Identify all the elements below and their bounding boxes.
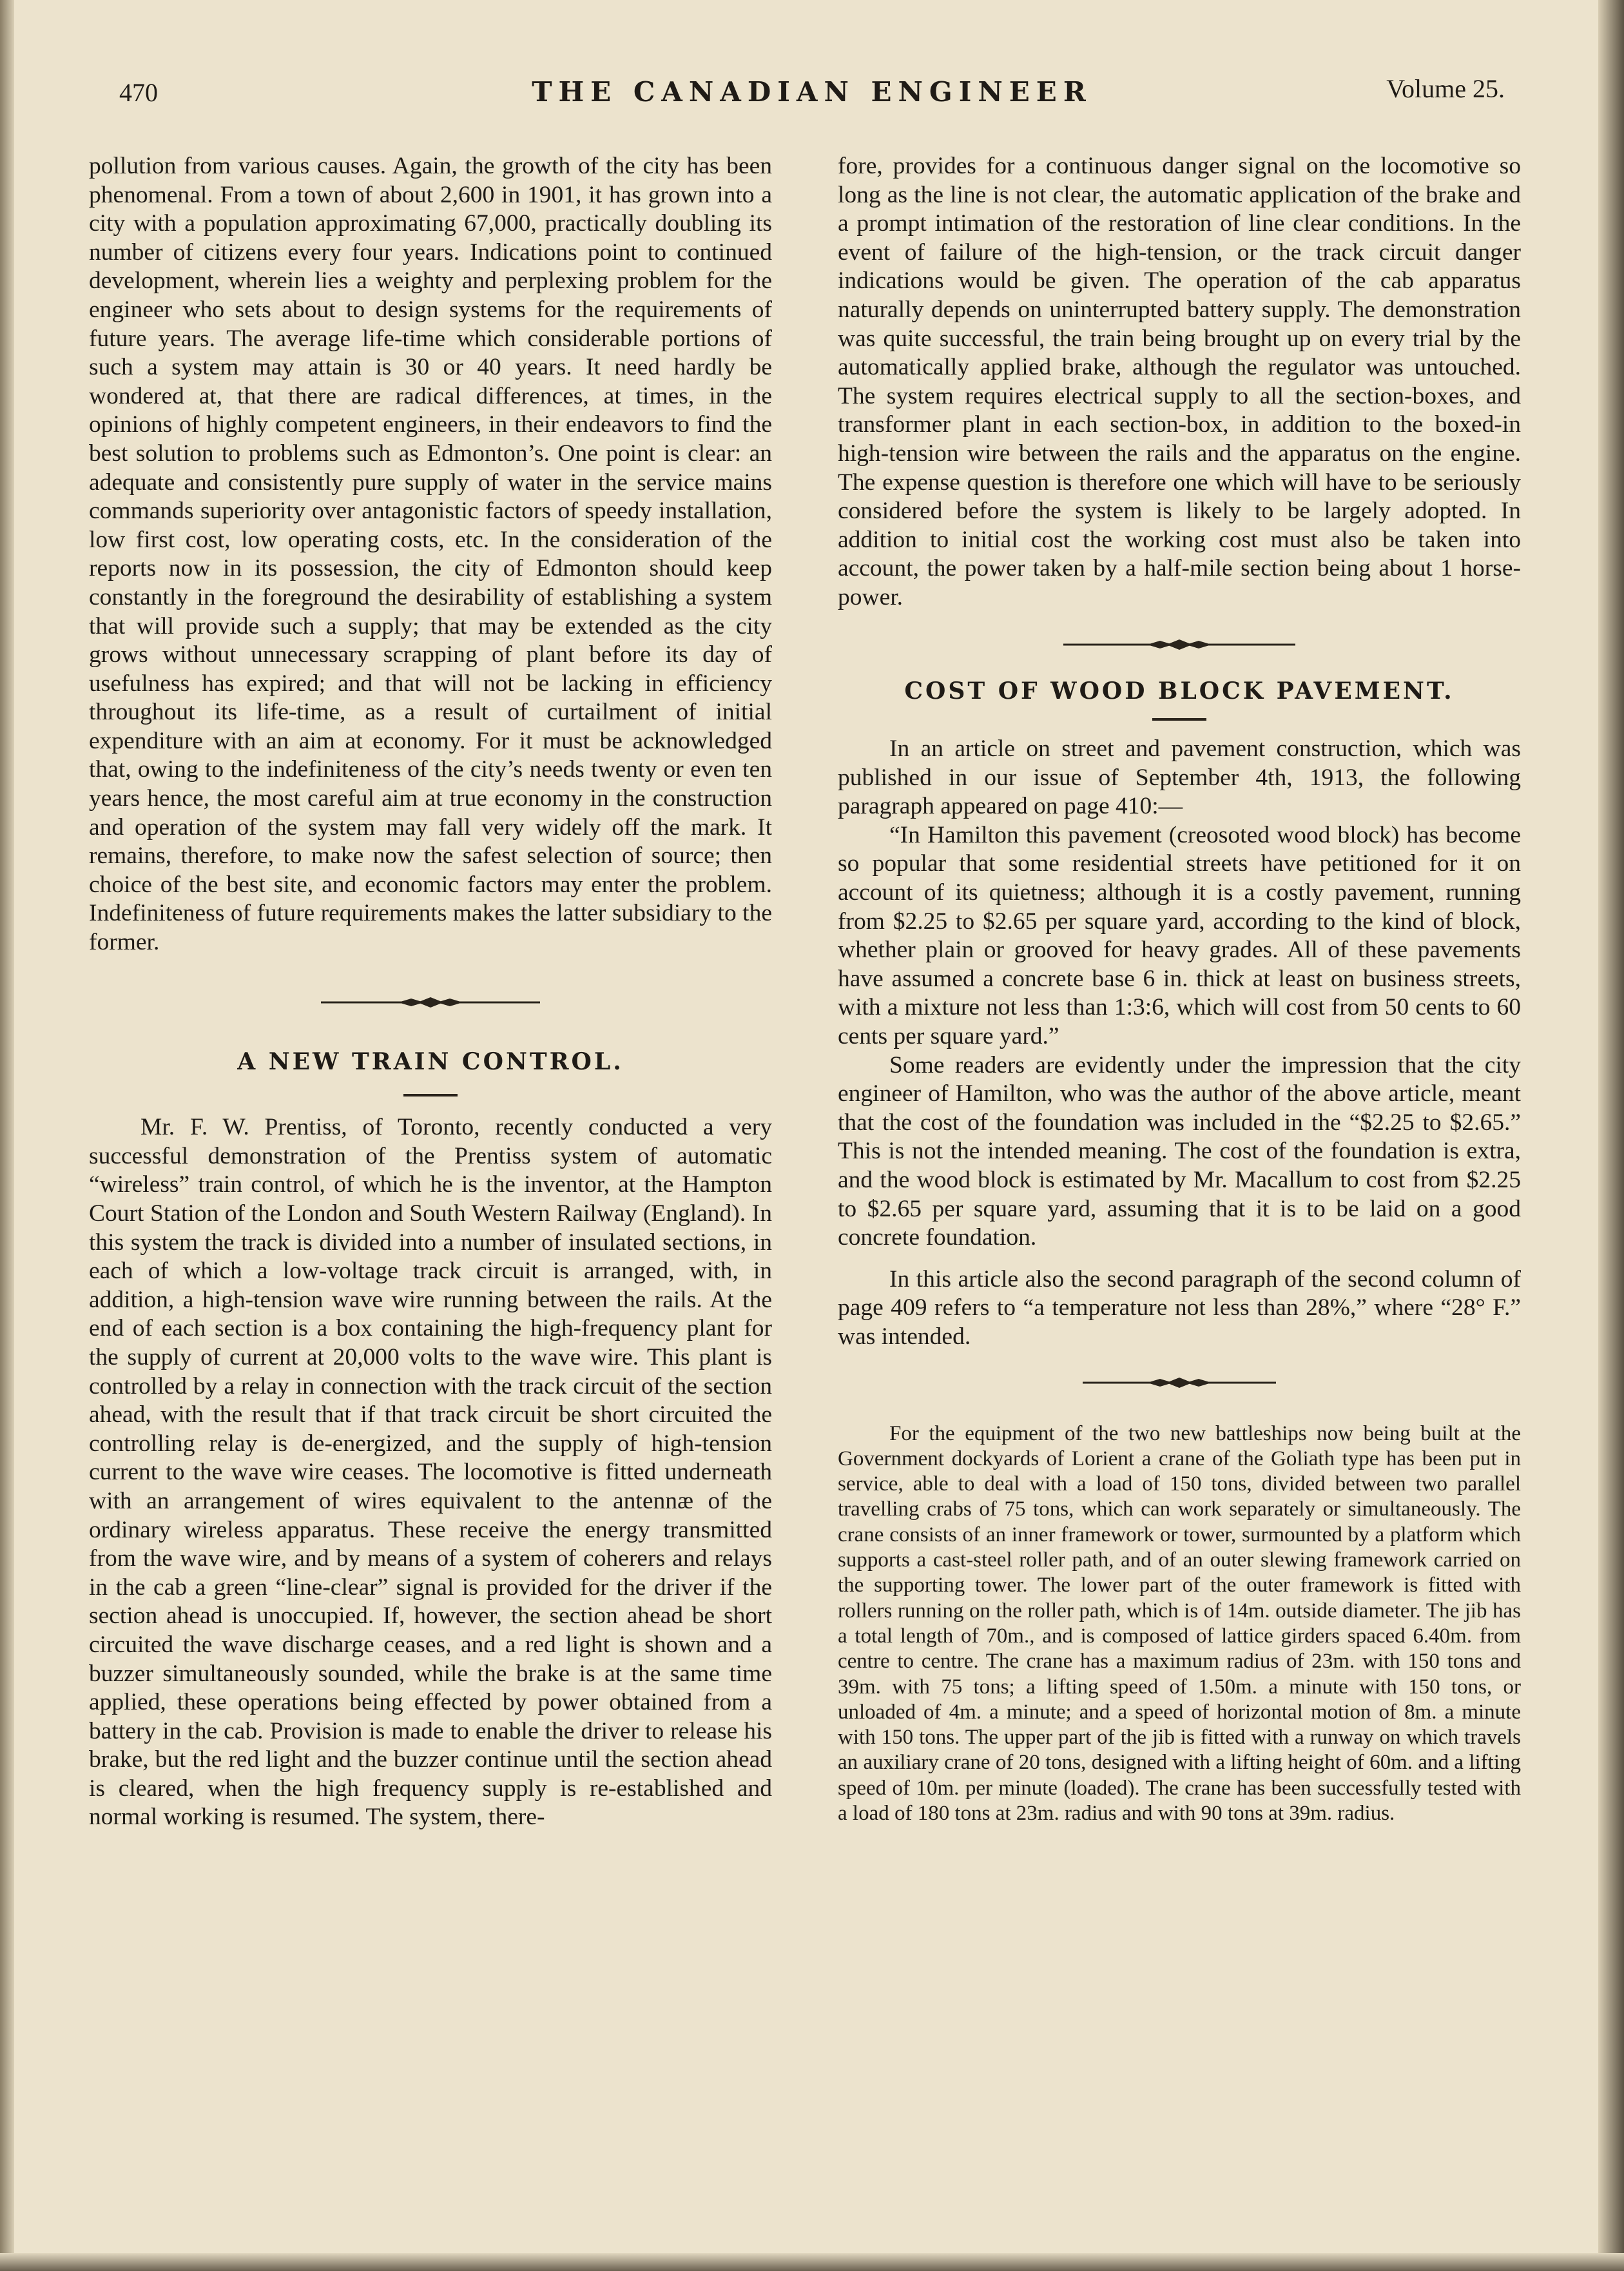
crane-note-paragraph: For the equipment of the two new battleships now being built at the Government dockyards of Lorient a crane of the Goliath type has been put in service, able to deal with a load of 150 tons, divided between two parallel travelling crabs of 75 tons, which can work separately or simultaneously. The crane consists of an inner framework or tower, surmounted by a platform which supports a cast-steel roller path, and of an outer slewing framework carried on the supporting tower. The lower part of the outer framework is fitted with rollers running on the roller path, which is of 14m. outside diameter. The jib has a total length of 70m., and is composed of lattice girders spaced 6.40m. from centre to centre. The crane has a maximum radius of 23m. with 150 tons and 39m. with 75 tons; a lifting speed of 1.50m. a minute with 150 tons, or unloaded of 4m. a minute; and a speed of horizontal motion of 8m. a minute with 150 tons. The upper part of the jib is fitted with a runway on which travels an auxiliary crane of 20 tons, designed with a lifting height of 60m. and a lifting speed of 10m. per minute (loaded). The crane has been successfully tested with a load of 180 tons at 23m. radius and with 90 tons at 39m. radius. xyxy=(838,1421,1521,1826)
page-binding-edge xyxy=(0,0,14,2271)
edmonton-paragraph: pollution from various causes. Again, the growth of the city has been phenomenal. From a town of about 2,600 in 1901, it has grown into a city with a population approximating 67,000, practically doubling its number of citizens every four years. Indications point to continued development, wherein lies a weighty and perplexing problem for the engineer who sets about to design systems for the requirements of future years. The average life-time which considerable portions of such a system may attain is 30 or 40 years. It need hardly be wondered at, that there are radical differences, at times, in the opinions of highly competent engineers, in their endeavors to find the best solution to problems such as Edmonton’s. One point is clear: an adequate and consistently pure supply of water in the service mains commands superiority over antagonistic factors of speedy installation, low first cost, low operating costs, etc. In the consideration of the reports now in its possession, the city of Edmonton should keep constantly in the foreground the desirability of establishing a system that will provide such a supply; that may be extended as the city grows without unnecessary scrapping of plant before its day of usefulness has expired; and that will not be lacking in efficiency throughout its life-time, as a result of curtailment of initial expenditure with an aim at economy. For it must be acknowledged that, owing to the indefiniteness of the city’s needs twenty or even ten years hence, the most careful aim at true economy in the construction and operation of the system may fall very widely off the mark. It remains, therefore, to make now the safest selection of source; then choice of the best site, and economic factors may enter the problem. Indefiniteness of future requirements makes the latter subsidiary to the former. xyxy=(89,153,772,956)
wood-block-paragraph-3: Some readers are evidently under the impression that the city engineer of Hamilton, who was the author of the above article, meant that the cost of the foundation was included in the “$2.25 to $2.65.” This is not the intended meaning. The cost of the foundation is extra, and the wood block is estimated by Mr. Macallum to cost from $2.25 to $2.65 per square yard, assuming that it is to be laid on a good concrete foundation. xyxy=(838,1051,1521,1251)
right-column xyxy=(838,152,1521,1826)
section-divider-ornament xyxy=(1083,1376,1276,1389)
wood-block-paragraph-4: In this article also the second paragraph of the second column of page 409 refers to “a temperature not less than 28%,” where “28° F.” was intended. xyxy=(838,1265,1521,1350)
section-divider-ornament xyxy=(321,996,540,1009)
section-divider-ornament xyxy=(1063,638,1295,651)
page-right-edge xyxy=(1598,0,1624,2271)
wood-block-paragraph-1: In an article on street and pavement construction, which was published in our issue of September 4th, 1913, the following paragraph appeared on page 410:— xyxy=(838,736,1521,820)
train-control-paragraph: Mr. F. W. Prentiss, of Toronto, recently conducted a very successful demonstration of the Prentiss system of automatic “wireless” train control, of which he is the inventor, at the Hampton Court Station of the London and South Western Railway (England). In this system the track is divided into a number of insulated sections, in each of which a low-voltage track circuit is arranged, with, in addition, a high-tension wave wire running between the rails. At the end of each section is a box containing the high-frequency plant for the supply of current at 20,000 volts to the wave wire. This plant is controlled by a relay in connection with the track circuit of the section ahead, with the result that if that track circuit be short circuited the controlling relay is de-energized, and the supply of high-tension current to the wave wire ceases. The locomotive is fitted underneath with an arrangement of wires equivalent to the antennæ of the ordinary wireless apparatus. These receive the energy transmitted from the wave wire, and by means of a system of coherers and relays in the cab a green “line-clear” signal is provided for the driver if the section ahead is unoccupied. If, however, the section ahead be short circuited the wave discharge ceases, and a red light is shown and a buzzer simultaneously sounded, while the brake is at the same time applied, these operations being effected by power obtained from a battery in the cab. Provision is made to enable the driver to release his brake, but the red light and the buzzer continue until the section ahead is cleared, when the high frequency supply is re-established and normal working is resumed. The system, there- xyxy=(89,1114,772,1831)
wood-block-heading: COST OF WOOD BLOCK PAVEMENT. xyxy=(904,677,1455,705)
running-header xyxy=(119,70,1505,115)
journal-title: THE CANADIAN ENGINEER xyxy=(532,76,1092,108)
wood-block-quote-paragraph: “In Hamilton this pavement (creosoted wood block) has become so popular that some residential streets have petitioned for it on account of its quietness; although it is a costly pavement, running from $2.25 to $2.65 per square yard, according to the kind of block, whether plain or grooved for heavy grades. All of these pavements have assumed a concrete base 6 in. thick at least on business streets, with a mixture not less than 1:3:6, which will cost from 50 cents to 60 cents per square yard.” xyxy=(838,821,1521,1050)
page-bottom-edge xyxy=(0,2253,1624,2271)
train-control-heading: A NEW TRAIN CONTROL. xyxy=(237,1048,624,1075)
train-control-continued-paragraph: fore, provides for a continuous danger signal on the locomotive so long as the line is not clear, the automatic application of the brake and a prompt intimation of the restoration of line clear conditions. In the event of failure of the high-tension, or the track circuit danger indications would be given. The operation of the cab apparatus naturally depends on uninterrupted battery supply. The demonstration was quite successful, the train being brought up on every trial by the automatically applied brake, although the regulator was untouched. The system requires electrical supply to all the section-boxes, and transformer plant in each section-box, in addition to the boxed-in high-tension wire between the rails and the apparatus on the engine. The expense question is therefore one which will have to be seriously considered before the system is likely to be largely adopted. In addition to initial cost the working cost must also be taken into account, the power taken by a half-mile section being about 1 horse-power. xyxy=(838,153,1521,610)
page-number: 470 xyxy=(119,78,158,107)
volume-label: Volume 25. xyxy=(1386,74,1505,103)
left-column xyxy=(89,152,772,1832)
